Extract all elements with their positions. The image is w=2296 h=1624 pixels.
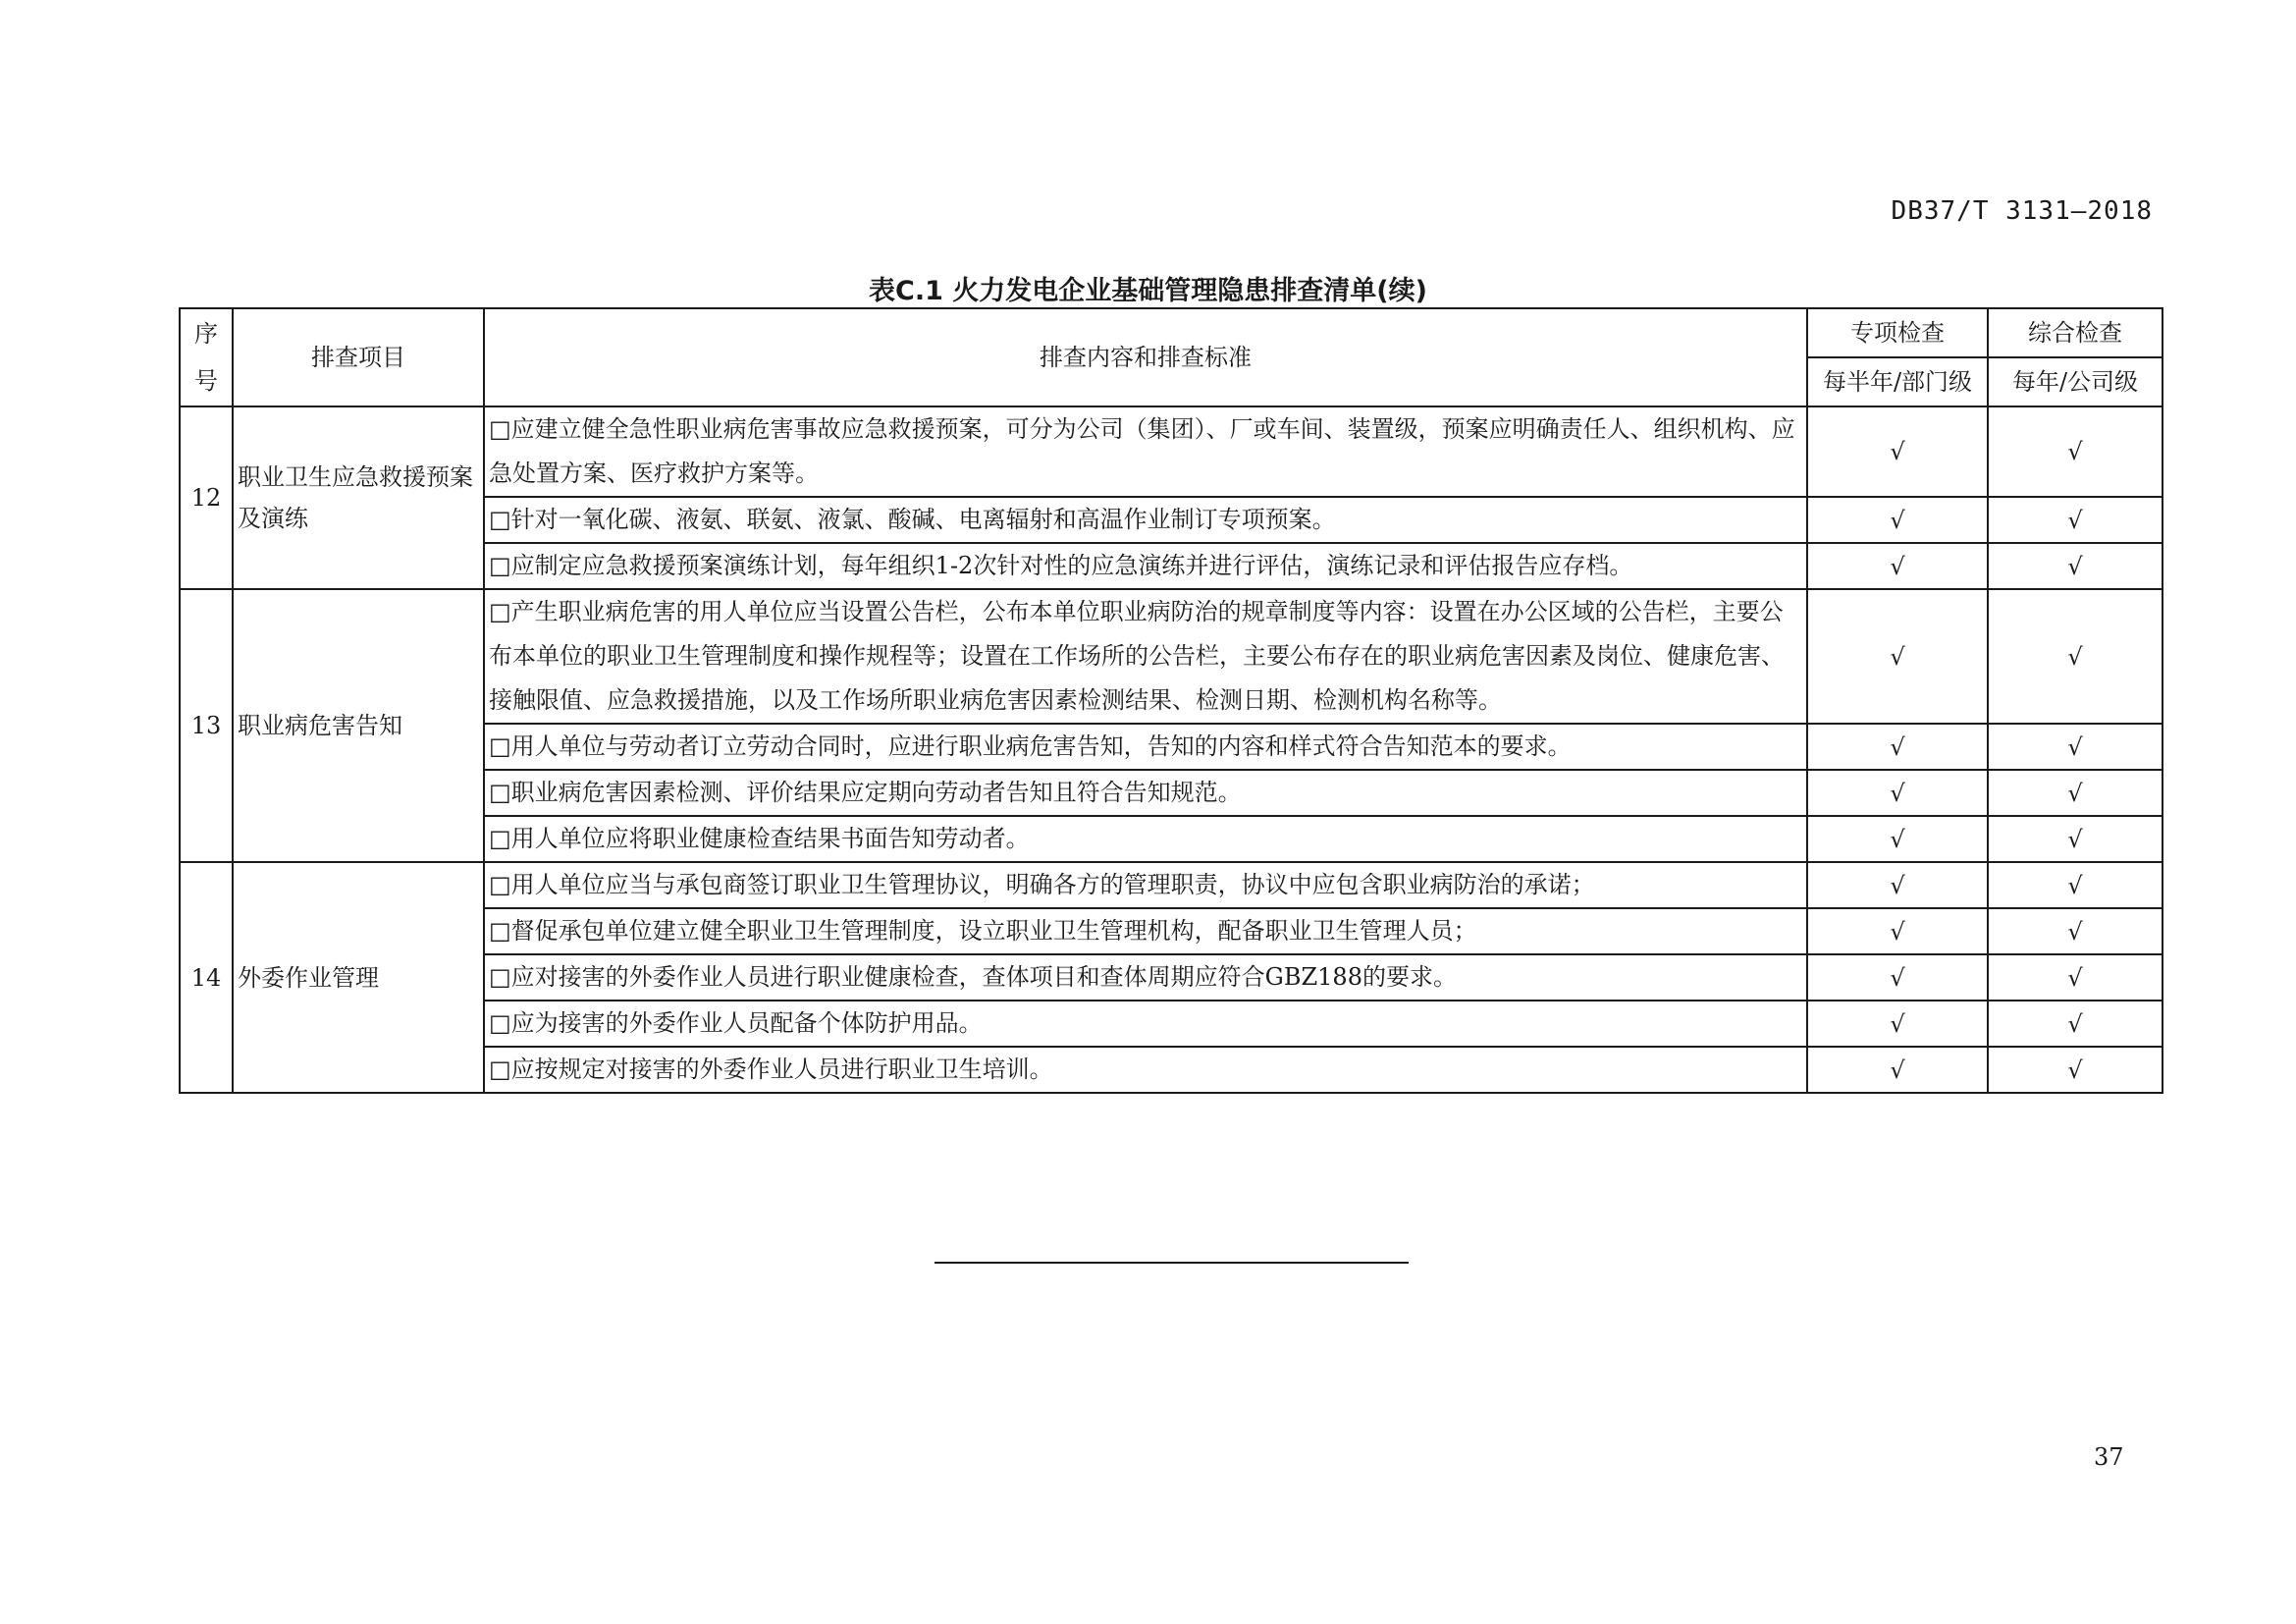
special-check-mark: √ bbox=[1807, 1047, 1988, 1093]
comprehensive-check-mark: √ bbox=[1988, 770, 2163, 816]
inspection-content: □应建立健全急性职业病危害事故应急救援预案，可分为公司（集团）、厂或车间、装置级，预案应明确责任人、组织机构、应急处置方案、医疗救护方案等。 bbox=[484, 406, 1807, 497]
comprehensive-check-mark: √ bbox=[1988, 497, 2163, 543]
row-number: 12 bbox=[180, 406, 233, 589]
table-row bbox=[180, 862, 2163, 908]
special-check-mark: √ bbox=[1807, 724, 1988, 770]
comprehensive-check-mark: √ bbox=[1988, 724, 2163, 770]
header-seq bbox=[180, 308, 233, 406]
inspection-content: □用人单位应将职业健康检查结果书面告知劳动者。 bbox=[484, 816, 1807, 862]
special-check-mark: √ bbox=[1807, 770, 1988, 816]
inspection-item: 外委作业管理 bbox=[233, 862, 484, 1093]
comprehensive-check-mark: √ bbox=[1988, 589, 2163, 724]
comprehensive-check-mark: √ bbox=[1988, 1047, 2163, 1093]
end-of-table-rule bbox=[934, 1262, 1409, 1264]
inspection-item: 职业病危害告知 bbox=[233, 589, 484, 862]
header-seq-line1: 序 bbox=[194, 320, 218, 348]
header-item: 排查项目 bbox=[233, 308, 484, 406]
row-number: 13 bbox=[180, 589, 233, 862]
table-row bbox=[180, 406, 2163, 497]
header-comprehensive-frequency: 每年/公司级 bbox=[1988, 357, 2163, 406]
comprehensive-check-mark: √ bbox=[1988, 406, 2163, 497]
header-content: 排查内容和排查标准 bbox=[484, 308, 1807, 406]
header-seq-line2: 号 bbox=[194, 367, 218, 395]
hazard-checklist-table bbox=[179, 307, 2163, 1094]
special-check-mark: √ bbox=[1807, 862, 1988, 908]
inspection-content: □产生职业病危害的用人单位应当设置公告栏，公布本单位职业病防治的规章制度等内容：设置在办公区域的公告栏，主要公布本单位的职业卫生管理制度和操作规程等；设置在工作场所的公告栏，主要公布存在的职业病危害因素及岗位、健康危害、接触限值、应急救援措施，以及工作场所职业病危害因素检测结果、检测日期、检测机构名称等。 bbox=[484, 589, 1807, 724]
document-code: DB37/T 3131—2018 bbox=[1891, 196, 2153, 226]
inspection-item: 职业卫生应急救援预案及演练 bbox=[233, 406, 484, 589]
table-row bbox=[180, 589, 2163, 724]
special-check-mark: √ bbox=[1807, 1001, 1988, 1047]
inspection-content: □应按规定对接害的外委作业人员进行职业卫生培训。 bbox=[484, 1047, 1807, 1093]
inspection-content: □职业病危害因素检测、评价结果应定期向劳动者告知且符合告知规范。 bbox=[484, 770, 1807, 816]
inspection-content: □应为接害的外委作业人员配备个体防护用品。 bbox=[484, 1001, 1807, 1047]
special-check-mark: √ bbox=[1807, 589, 1988, 724]
header-special-check: 专项检查 bbox=[1807, 308, 1988, 357]
comprehensive-check-mark: √ bbox=[1988, 908, 2163, 954]
comprehensive-check-mark: √ bbox=[1988, 543, 2163, 589]
page-number: 37 bbox=[2094, 1443, 2124, 1471]
table-title: 表C.1 火力发电企业基础管理隐患排查清单(续) bbox=[869, 276, 1427, 306]
inspection-content: □应制定应急救援预案演练计划，每年组织1-2次针对性的应急演练并进行评估，演练记录和评估报告应存档。 bbox=[484, 543, 1807, 589]
special-check-mark: √ bbox=[1807, 816, 1988, 862]
row-number: 14 bbox=[180, 862, 233, 1093]
header-comprehensive-check: 综合检查 bbox=[1988, 308, 2163, 357]
comprehensive-check-mark: √ bbox=[1988, 1001, 2163, 1047]
special-check-mark: √ bbox=[1807, 497, 1988, 543]
inspection-content: □用人单位与劳动者订立劳动合同时，应进行职业病危害告知，告知的内容和样式符合告知范本的要求。 bbox=[484, 724, 1807, 770]
special-check-mark: √ bbox=[1807, 954, 1988, 1001]
inspection-content: □用人单位应当与承包商签订职业卫生管理协议，明确各方的管理职责，协议中应包含职业病防治的承诺； bbox=[484, 862, 1807, 908]
inspection-content: □督促承包单位建立健全职业卫生管理制度，设立职业卫生管理机构，配备职业卫生管理人员； bbox=[484, 908, 1807, 954]
inspection-content: □针对一氧化碳、液氨、联氨、液氯、酸碱、电离辐射和高温作业制订专项预案。 bbox=[484, 497, 1807, 543]
comprehensive-check-mark: √ bbox=[1988, 862, 2163, 908]
inspection-content: □应对接害的外委作业人员进行职业健康检查，查体项目和查体周期应符合GBZ188的要求。 bbox=[484, 954, 1807, 1001]
header-special-frequency: 每半年/部门级 bbox=[1807, 357, 1988, 406]
special-check-mark: √ bbox=[1807, 406, 1988, 497]
comprehensive-check-mark: √ bbox=[1988, 816, 2163, 862]
comprehensive-check-mark: √ bbox=[1988, 954, 2163, 1001]
special-check-mark: √ bbox=[1807, 543, 1988, 589]
special-check-mark: √ bbox=[1807, 908, 1988, 954]
